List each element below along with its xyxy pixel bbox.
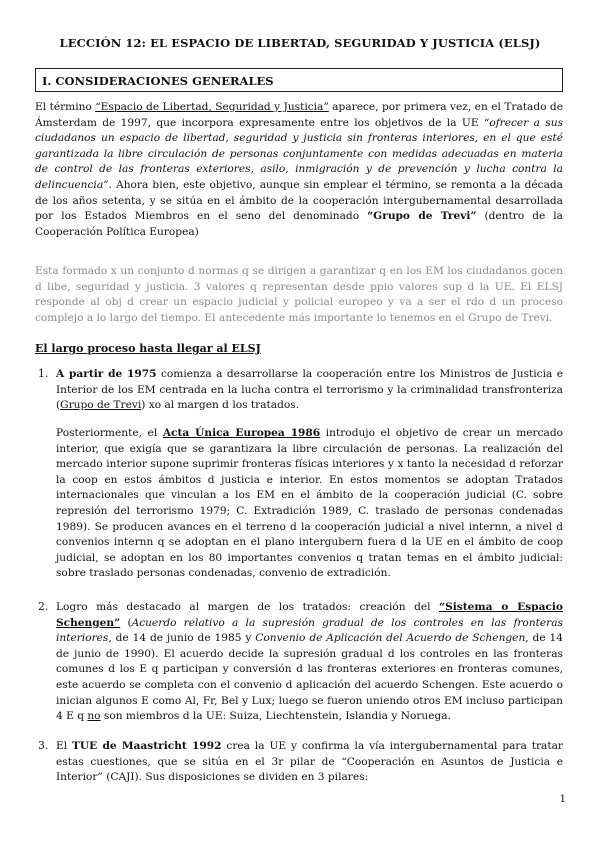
list-number-2: 2. xyxy=(38,600,49,613)
grupo-trevi-term: “Grupo de Trevi” xyxy=(367,210,477,223)
list-number-1: 1. xyxy=(38,367,49,380)
document-title: LECCIÓN 12: EL ESPACIO DE LIBERTAD, SEGURIDAD Y JUSTICIA (ELSJ) xyxy=(59,36,541,50)
acuerdo-title: Acuerdo relativo a la supresión gradual de los controles en las fronteras interiores xyxy=(56,616,563,645)
grupo-trevi-underline: Grupo de Trevi xyxy=(60,399,142,412)
acta-unica-europea: Acta Única Europea 1986 xyxy=(162,427,321,439)
list-item-1-paragraph-a xyxy=(56,367,563,414)
notes-paragraph: Esta formado x un conjunto d normas q se dirigen a garantizar q en los EM los ciudadanos gocen d libe, seguridad y justicia. 3 valores q representan desde ppio valores sup d la UE. El ELSJ responde al obj d crear un espacio judicial y policial europeo y va a ser el rdo d un proceso complejo a lo largo del tiempo. El antecedente más importante lo tenemos en el Grupo de Trevi. xyxy=(35,265,563,324)
item1b-text-1: Posteriormente, el xyxy=(56,427,163,439)
item2-text-4: , de 14 de junio de 1990). El acuerdo decide la supresión gradual d los controles en las fronteras comunes d los E q participan y conversión d las fronteras exteriores en fronteras comunes, este acuerdo se completa con el convenio d aplicación del acuerdo Schengen. Este acuerdo o inician algunos E como Al, Fr, Bel y Lux; luego se fueron uniendo otros EM incluso participan 4 E q xyxy=(56,632,563,723)
list-item-1-paragraph-b xyxy=(56,426,563,582)
subsection-heading: El largo proceso hasta llegar al ELSJ xyxy=(35,342,261,355)
treaty-quote: “ofrecer a sus ciudadanos un espacio de libertad, seguridad y justicia sin fronteras interiores, en el que esté garantizada la libre circulación de personas conjuntamente con medidas adecuadas en materia de control de las fronteras exteriores, asilo, inmigración y de prevención y lucha contra la delincuencia” xyxy=(35,116,564,191)
no-underline: no xyxy=(87,710,101,723)
list-item-3 xyxy=(56,739,563,786)
intro-text-1: El término xyxy=(35,101,96,113)
item2-text-5: son miembros d la UE: Suiza, Liechtenstein, Islandia y Noruega. xyxy=(100,710,451,723)
list-number-3: 3. xyxy=(38,739,49,752)
convenio-title: Convenio de Aplicación del Acuerdo de Schengen xyxy=(255,632,526,645)
year-1975: A partir de 1975 xyxy=(56,368,157,380)
item2-text-3: , de 14 de junio de 1985 y xyxy=(108,632,256,645)
item3-text-1: El xyxy=(56,740,73,752)
intro-text-3: . Ahora bien, este objetivo, aunque sin emplear el término, se remonta a la década de los años setenta, y se sitúa en el ámbito de la cooperación intergubernamental desarrollada por los Estados Miembros en el seno del denominado xyxy=(35,178,563,223)
intro-text-2: aparece, por primera vez, en el Tratado de Ámsterdam de 1997, que incorpora expresamente entre los objetivos de la UE xyxy=(35,101,563,129)
item1-text-1: comienza a desarrollarse la cooperación entre los Ministros de Justicia e Interior de los EM centrada en la lucha contra el terrorismo y la criminalidad transfronteriza ( xyxy=(56,368,563,412)
item2-text-2: ( xyxy=(120,616,132,629)
list-item-2 xyxy=(56,600,563,725)
item2-text-1: Logro más destacado al margen de los tratados: creación del xyxy=(56,601,440,613)
item3-text-2: crea la UE y confirma la vía intergubernamental para tratar estas cuestiones, que se sitúa en el 3r pilar de “Cooperación en Asuntos de Justicia e Interior” (CAJI). Sus disposiciones se dividen en 3 pilares: xyxy=(56,740,563,784)
item1b-text-2: introdujo el objetivo de crear un mercado interior, que exigía que se garantizara la libre circulación de personas. La realización del mercado interior supone suprimir fronteras físicas interiores y x tanto la necesidad d reforzar la coop en estos ámbitos d justicia e interior. En estos momentos se adoptan Tratados internacionales que vinculan a los EM en el ámbito de la cooperación judicial (C. sobre represión del terrorismo 1979; C. Extradición 1989, C. traslado de personas condenadas 1989). Se producen avances en el terreno d la cooperación judicial a nivel internn, a nivel d convenios internn q se adoptan en el plano intergubern fuera d la UE en el ámbito de coop judicial, se adoptan en los 80 importantes convenios q tratan temas en el ámbito judicial: sobre traslado personas condenadas, convenio de extradición. xyxy=(56,427,564,580)
section-title: I. CONSIDERACIONES GENERALES xyxy=(42,74,274,88)
intro-text-4: (dentro de la Cooperación Política Europea) xyxy=(35,210,563,238)
item1-text-2: ) xo al margen d los tratados. xyxy=(141,399,300,412)
sistema-schengen: “Sistema o Espacio Schengen” xyxy=(56,601,563,629)
elsj-term: “Espacio de Libertad, Seguridad y Justicia” xyxy=(95,101,329,113)
page-number: 1 xyxy=(559,794,566,805)
intro-paragraph xyxy=(35,100,563,240)
section-header-box xyxy=(35,68,563,92)
tue-maastricht: TUE de Maastricht 1992 xyxy=(72,740,222,752)
